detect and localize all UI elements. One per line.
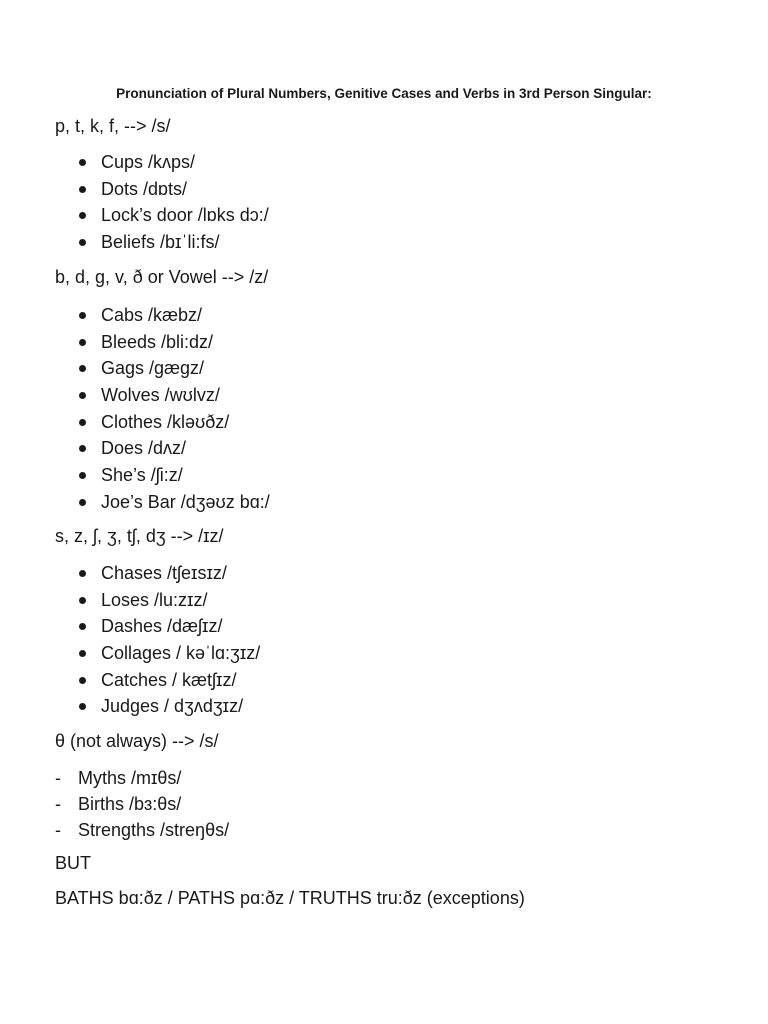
- bullet-icon: [79, 212, 86, 219]
- list-item: Collages / kəˈlɑ:ʒɪz/: [0, 640, 260, 667]
- bullet-icon: [79, 159, 86, 166]
- list-item: Judges / dʒʌdʒɪz/: [0, 693, 260, 720]
- list-item: Dashes /dæʃɪz/: [0, 613, 260, 640]
- list-item: - Strengths /streŋθs/: [0, 817, 229, 843]
- bullet-icon: [79, 239, 86, 246]
- section-heading-voiceless: p, t, k, f, --> /s/: [55, 116, 171, 136]
- list-item: Cups /kʌps/: [0, 149, 269, 176]
- bullet-list-voiceless: [0, 149, 269, 256]
- bullet-icon: [79, 597, 86, 604]
- bullet-icon: [79, 677, 86, 684]
- bullet-icon: [79, 570, 86, 577]
- list-item: Gags /gægz/: [0, 355, 270, 382]
- dash-marker: -: [55, 794, 61, 814]
- bullet-icon: [79, 186, 86, 193]
- bullet-icon: [79, 499, 86, 506]
- list-item: Bleeds /bli:dz/: [0, 329, 270, 356]
- list-item: Joe’s Bar /dʒəʊz bɑ:/: [0, 489, 270, 516]
- list-item: - Births /bɜ:θs/: [0, 791, 229, 817]
- bullet-list-voiced: [0, 302, 270, 516]
- exceptions-line: BATHS bɑ:ðz / PATHS pɑ:ðz / TRUTHS tru:ðz (exceptions): [55, 888, 525, 908]
- list-item: Chases /tʃeɪsɪz/: [0, 560, 260, 587]
- bullet-icon: [79, 392, 86, 399]
- bullet-icon: [79, 339, 86, 346]
- bullet-icon: [79, 365, 86, 372]
- bullet-icon: [79, 472, 86, 479]
- section-heading-sibilant: s, z, ʃ, ʒ, tʃ, dʒ --> /ɪz/: [55, 526, 224, 546]
- list-item: - Myths /mɪθs/: [0, 765, 229, 791]
- list-item: Catches / kætʃɪz/: [0, 667, 260, 694]
- list-item: Clothes /kləʊðz/: [0, 409, 270, 436]
- bullet-icon: [79, 703, 86, 710]
- list-item: Does /dʌz/: [0, 435, 270, 462]
- dash-marker: -: [55, 820, 61, 840]
- dash-list-theta: [0, 765, 229, 843]
- bullet-icon: [79, 623, 86, 630]
- list-item: Wolves /wʊlvz/: [0, 382, 270, 409]
- bullet-icon: [79, 312, 86, 319]
- page-title: Pronunciation of Plural Numbers, Genitive Cases and Verbs in 3rd Person Singular:: [116, 86, 652, 101]
- section-heading-theta: θ (not always) --> /s/: [55, 731, 219, 751]
- dash-marker: -: [55, 768, 61, 788]
- bullet-list-sibilant: [0, 560, 260, 720]
- section-heading-voiced: b, d, g, v, ð or Vowel --> /z/: [55, 267, 269, 287]
- list-item: Dots /dɒts/: [0, 176, 269, 203]
- list-item: Cabs /kæbz/: [0, 302, 270, 329]
- bullet-icon: [79, 650, 86, 657]
- list-item: Loses /lu:zɪz/: [0, 587, 260, 614]
- list-item: Lock’s door /lɒks dɔ:/: [0, 202, 269, 229]
- list-item: She’s /ʃi:z/: [0, 462, 270, 489]
- bullet-icon: [79, 445, 86, 452]
- but-label: BUT: [55, 853, 91, 873]
- list-item: Beliefs /bɪˈli:fs/: [0, 229, 269, 256]
- bullet-icon: [79, 419, 86, 426]
